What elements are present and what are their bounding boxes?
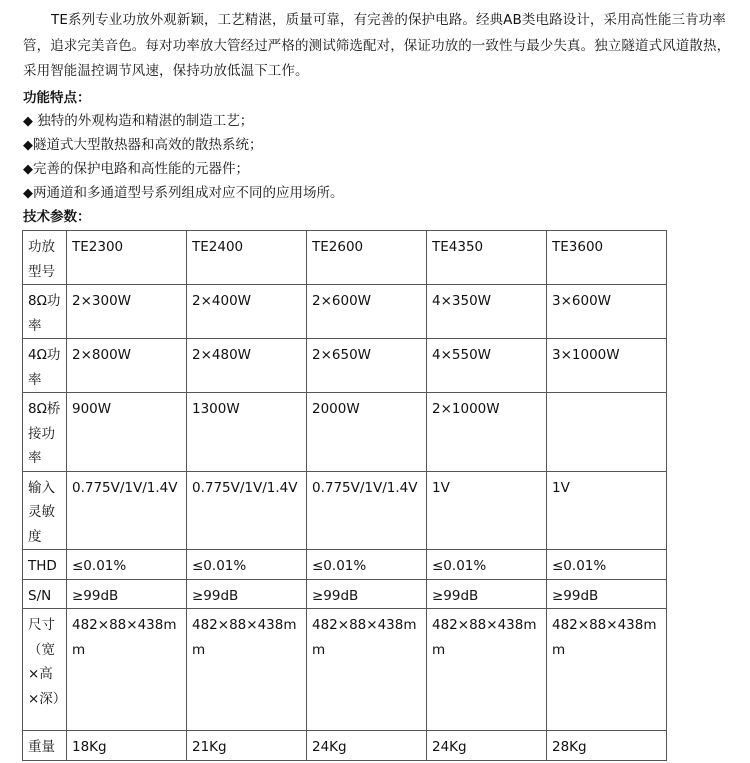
spec-cell: 3×600W (547, 285, 667, 339)
spec-cell: 2000W (307, 393, 427, 472)
spec-row-label: 8Ω功率 (23, 285, 67, 339)
spec-cell: 2×800W (67, 339, 187, 393)
spec-cell: ≥99dB (67, 579, 187, 609)
spec-cell: ≥99dB (307, 579, 427, 609)
spec-cell: 1V (427, 471, 547, 550)
spec-row (23, 471, 667, 550)
spec-table (22, 230, 667, 761)
features-heading: 功能特点： (23, 90, 91, 106)
feature-text: 完善的保护电路和高性能的元器件； (33, 161, 249, 177)
spec-row-label: 4Ω功率 (23, 339, 67, 393)
spec-cell: TE2400 (187, 231, 307, 285)
feature-text: 两通道和多通道型号系列组成对应不同的应用场所。 (33, 185, 344, 201)
spec-cell: 482×88×438mm (67, 609, 187, 731)
spec-cell: 1300W (187, 393, 307, 472)
spec-row (23, 285, 667, 339)
spec-cell: 4×550W (427, 339, 547, 393)
feature-item (23, 183, 344, 204)
spec-row-label: 输入灵敏度 (23, 471, 67, 550)
spec-cell: TE3600 (547, 231, 667, 285)
spec-cell: ≥99dB (427, 579, 547, 609)
spec-cell: 2×650W (307, 339, 427, 393)
diamond-icon: ◆ (23, 186, 33, 201)
spec-row-label: 功放型号 (23, 231, 67, 285)
spec-cell: TE4350 (427, 231, 547, 285)
intro-paragraph: TE系列专业功放外观新颖，工艺精湛，质量可靠，有完善的保护电路。经典AB类电路设计，采用高性能三肯功率管，追求完美音色。每对功率放大管经过严格的测试筛选配对，保证功放的一致性与最少失真。独立隧道式风道散热，采用智能温控调节风速，保持功放低温下工作。 (23, 12, 731, 79)
spec-cell: ≤0.01% (67, 550, 187, 580)
spec-row (23, 339, 667, 393)
spec-cell: 0.775V/1V/1.4V (187, 471, 307, 550)
spec-cell: 2×1000W (427, 393, 547, 472)
spec-row (23, 609, 667, 731)
spec-row (23, 231, 667, 285)
specs-heading: 技术参数： (23, 209, 91, 225)
diamond-icon: ◆ (23, 114, 33, 129)
spec-cell: 28Kg (547, 731, 667, 761)
diamond-icon: ◆ (23, 162, 33, 177)
spec-row-label: 8Ω桥接功率 (23, 393, 67, 472)
spec-cell: 21Kg (187, 731, 307, 761)
spec-cell: 482×88×438mm (307, 609, 427, 731)
spec-row (23, 579, 667, 609)
spec-cell: 2×400W (187, 285, 307, 339)
spec-row (23, 393, 667, 472)
feature-item (23, 159, 249, 180)
spec-cell: 2×600W (307, 285, 427, 339)
spec-cell: 24Kg (427, 731, 547, 761)
spec-cell: 482×88×438mm (547, 609, 667, 731)
spec-cell (547, 393, 667, 472)
spec-cell: ≤0.01% (187, 550, 307, 580)
spec-cell: TE2300 (67, 231, 187, 285)
spec-cell: 0.775V/1V/1.4V (307, 471, 427, 550)
spec-cell: ≤0.01% (427, 550, 547, 580)
spec-row-label: 重量 (23, 731, 67, 761)
spec-cell: 0.775V/1V/1.4V (67, 471, 187, 550)
spec-cell: 900W (67, 393, 187, 472)
feature-text: 独特的外观构造和精湛的制造工艺； (33, 113, 254, 129)
feature-item (23, 135, 263, 156)
spec-cell: 1V (547, 471, 667, 550)
spec-cell: ≤0.01% (307, 550, 427, 580)
spec-row (23, 731, 667, 761)
spec-cell: 2×480W (187, 339, 307, 393)
spec-row (23, 550, 667, 580)
spec-cell: 4×350W (427, 285, 547, 339)
spec-row-label: 尺寸（宽×高×深） (23, 609, 67, 731)
spec-cell: ≥99dB (187, 579, 307, 609)
feature-item (23, 111, 253, 132)
spec-cell: ≤0.01% (547, 550, 667, 580)
feature-text: 隧道式大型散热器和高效的散热系统； (33, 137, 263, 153)
spec-cell: TE2600 (307, 231, 427, 285)
spec-cell: 24Kg (307, 731, 427, 761)
spec-cell: 2×300W (67, 285, 187, 339)
spec-cell: 3×1000W (547, 339, 667, 393)
spec-cell: 18Kg (67, 731, 187, 761)
spec-row-label: S/N (23, 579, 67, 609)
spec-row-label: THD (23, 550, 67, 580)
spec-cell: ≥99dB (547, 579, 667, 609)
spec-cell: 482×88×438mm (187, 609, 307, 731)
spec-cell: 482×88×438mm (427, 609, 547, 731)
diamond-icon: ◆ (23, 138, 33, 153)
